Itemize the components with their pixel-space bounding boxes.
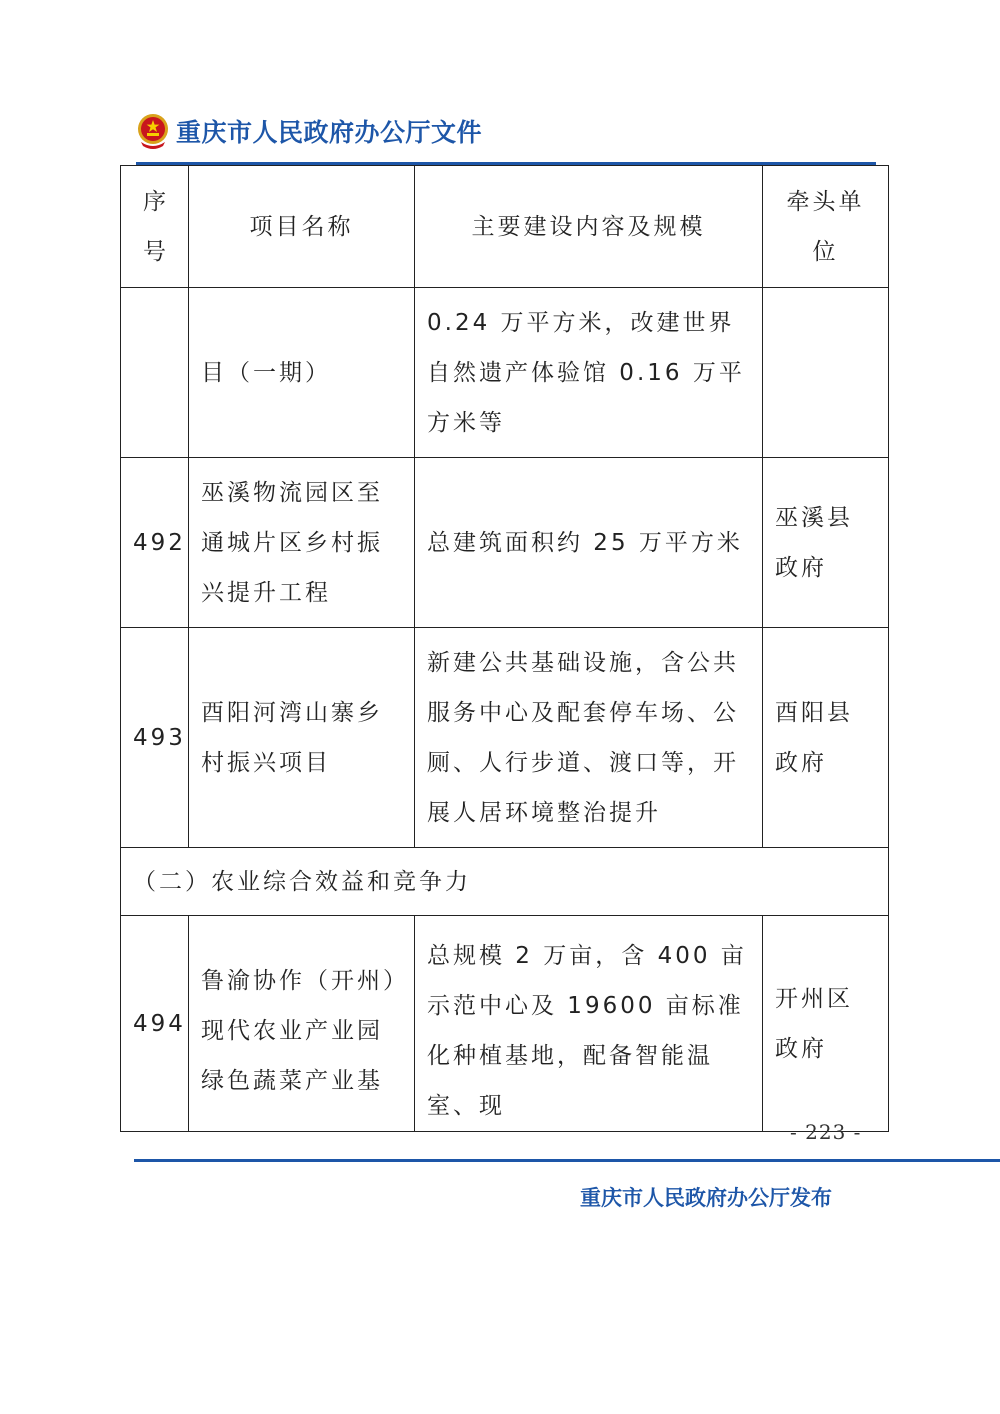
row-name: 目（一期） [189, 288, 415, 458]
row-name: 巫溪物流园区至通城片区乡村振兴提升工程 [189, 458, 415, 628]
col-header-unit: 牵头单位 [763, 166, 889, 288]
row-no [121, 288, 189, 458]
page-number: - 223 - [790, 1120, 862, 1144]
row-unit: 酉阳县政府 [763, 628, 889, 848]
row-content: 新建公共基础设施，含公共服务中心及配套停车场、公厕、人行步道、渡口等，开展人居环境整治提升 [415, 628, 763, 848]
table-header-row [121, 166, 889, 288]
footer-publisher: 重庆市人民政府办公厅发布 [580, 1185, 832, 1210]
section-title: （二）农业综合效益和竞争力 [121, 848, 889, 916]
section-row [121, 848, 889, 916]
national-emblem-icon [136, 112, 170, 150]
table-row [121, 458, 889, 628]
row-content: 总建筑面积约 25 万平方米 [415, 458, 763, 628]
row-no: 493 [121, 628, 189, 848]
row-unit: 开州区政府 [763, 916, 889, 1132]
table-row [121, 288, 889, 458]
col-header-name: 项目名称 [189, 166, 415, 288]
row-unit [763, 288, 889, 458]
row-no: 494 [121, 916, 189, 1132]
col-header-content: 主要建设内容及规模 [415, 166, 763, 288]
header-title: 重庆市人民政府办公厅文件 [176, 118, 483, 147]
row-content: 0.24 万平方米，改建世界自然遗产体验馆 0.16 万平方米等 [415, 288, 763, 458]
row-no: 492 [121, 458, 189, 628]
table-row [121, 628, 889, 848]
table-row [121, 916, 889, 1132]
footer-rule [134, 1159, 1000, 1162]
project-table [120, 165, 889, 1132]
row-name: 酉阳河湾山寨乡村振兴项目 [189, 628, 415, 848]
row-name: 鲁渝协作（开州）现代农业产业园绿色蔬菜产业基 [189, 916, 415, 1132]
row-content: 总规模 2 万亩，含 400 亩示范中心及 19600 亩标准化种植基地，配备智能温室、现 [415, 916, 763, 1132]
document-header [136, 112, 482, 150]
row-unit: 巫溪县政府 [763, 458, 889, 628]
col-header-no: 序号 [121, 166, 189, 288]
